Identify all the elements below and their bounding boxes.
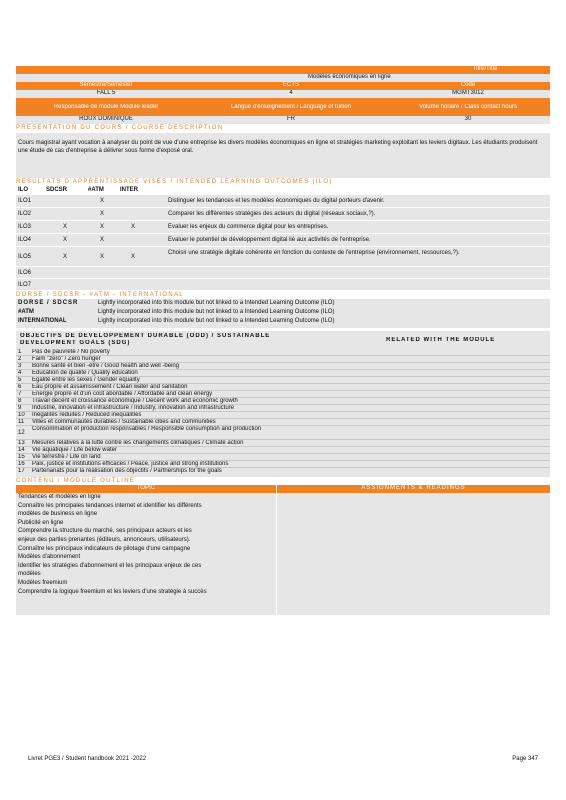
footer-left: Livret PGE3 / Student handbook 2021 -2022 [28,756,147,762]
sdcsr-col-header: SDCSR [46,187,68,193]
list-item: 17 Partenariats pour la réalisation des objectifs / Partnerships for the goals [18,468,222,474]
sdg-related-label: RELATED WITH THE MODULE [386,336,496,343]
dorse-heading: DORSE / SDCSR - #ATM - INTERNATIONAL [16,292,184,298]
footer-page: Page 347 [512,756,538,762]
ects-value: 4 [289,90,293,96]
responsable-value-row [16,116,550,124]
code-label: Code [460,82,476,88]
list-item: enjeux des parties prenantes (éditeurs, annonceurs, utilisateurs). [18,536,191,543]
title-value-row [16,74,550,82]
list-item: 12 Consommation et production responsables / Responsible consumption and production [16,426,550,440]
list-item: 8 Travail décent et croissance économique / Decent work and economic growth [16,398,550,405]
list-item: 15 Vie terrestre / Life on land [16,454,550,461]
list-item: Comprendre la structure du marché, ses principaux acteurs et les [18,528,192,535]
code-value: MGMT3012 [452,90,484,96]
presentation-text: Cours magistral ayant vocation à analyser du point de vue d'une entreprise les divers modèles économiques en ligne et stratégies marketing exploitant les leviers digitaux. Les étudiants produisent une étude de cas d'entreprise à délivrer sous forme d'exposé oral. [16,133,550,178]
inter-col-header: INTER [120,187,138,193]
title-label: Titre/Title [472,66,498,72]
content-heading: CONTENU / MODULE OUTLINE [16,478,136,484]
responsable-value: ROUX DOMINIQUE [79,116,133,122]
table-row: ILO7 [16,279,550,291]
sdg-header [16,331,550,349]
ilo-col-header: ILO [18,187,28,193]
list-item: 13 Mesures relatives à la lutte contre les changements climatiques / Climate action [16,440,550,447]
table-row: ILO1 X Distinguer les tendances et les modèles économiques du digital porteurs d'avenir. [16,195,550,208]
list-item: 3 Bonne santé et bien -être / Good health and well -being [16,363,550,370]
list-item: 4 Education de qualité / Quality education [16,370,550,377]
sdg-heading-line1: OBJECTIFS DE DEVELOPPEMENT DURABLE (ODD) / SUSTAINABLE [20,333,271,339]
langue-value: FR [287,116,295,122]
table-row: ILO3 X X X Evaluer les enjeux du commerce digital pour les entreprises. [16,221,550,234]
title-label-row [16,66,550,74]
list-item: 11 Villes et communautés durables / Sustainable cities and communities [16,419,550,426]
table-row: ILO2 X Comparer les différentes stratégies des acteurs du digital (réseaux sociaux,?). [16,208,550,221]
list-item: 9 Industrie, innovation et infrastructure / Industry, innovation and infrastructure [16,405,550,412]
ilo-table [16,195,550,291]
table-row: ILO5 X X X Choisir une stratégie digitale cohérente en fonction du contexte de l'entreprise (environnement, ressources,?). [16,247,550,267]
list-item: modèles de business en ligne [18,511,98,518]
list-item: 14 Vie aquatique / Life below water [16,447,550,454]
list-item: Comprendre la logique freemium et les leviers d'une stratégie à succès [18,588,207,595]
semester-value-row [16,90,550,98]
responsable-label-row [16,98,550,116]
table-row: DORSE / SDCSR Lightly incorporated into this module but not linked to a Intended Learning Outcome (ILO) [18,300,335,306]
hours-value: 30 [464,116,472,122]
content-header-row [16,485,550,493]
table-row: INTERNATIONAL Lightly incorporated into this module but not linked to a Intended Learning Outcome (ILO) [18,318,335,324]
responsable-label: Responsable de module Module leader [53,103,159,110]
title-value: Modèles économiques en ligne [308,74,391,80]
list-item: Modèles d'abonnement [18,554,81,561]
course-sheet [16,66,550,615]
content-body [16,493,550,615]
semester-label-row [16,82,550,90]
assignments-label: ASSIGNMENTS & READINGS [276,485,550,493]
list-item: 6 Eau propre et assainissement / Clean water and sanitation [16,384,550,391]
list-item: Connaître les principaux indicateurs de pilotage d'une campagne [18,545,191,552]
dorse-table [16,299,550,328]
table-row: ILO6 [16,267,550,279]
list-item: modèles [18,571,41,578]
ilo-header-row [16,186,550,195]
list-item: Identifier les stratégies d'abonnement et les principaux enjeux de ces [18,562,202,569]
semester-value: FALL 5 [96,90,116,96]
list-item: 2 Faim "zero" / Zero hunger [16,356,550,363]
atm-col-header: #ATM [88,187,104,193]
ects-label: ECTS [282,82,299,88]
list-item: 5 Egalité entre les sexes / Gender equality [16,377,550,384]
list-item: 7 Energie propre et d'un coût abordable / Affordable and clean energy [16,391,550,398]
list-item: Publicité en ligne [18,519,64,526]
list-item: Modèles freemium [18,579,68,586]
presentation-heading: PRESENTATION DU COURS / COURSE DESCRIPTION [16,125,224,131]
hours-label: Volume horaire / Class contact hours [418,103,518,110]
list-item: 1 Pas de pauvreté / No poverty [16,349,550,356]
table-row: ILO4 X X Evaluer le potentiel de développement digital lié aux activités de l'entreprise. [16,234,550,247]
sdg-table [16,331,550,477]
results-heading: RESULTATS D'APPRENTISSAGE VISES / INTENDED LEARNING OUTCOMES (ILO) [16,179,333,185]
list-item: 10 Inégalités réduites / Reduced inequalities [16,412,550,419]
list-item: Connaître les principales tendances internet et identifier les différents [18,502,202,509]
langue-label: Langue d'enseignement / Language of tuition [231,103,351,110]
footer [28,756,538,762]
list-item: Tendances et modèles en ligne [18,494,101,500]
topic-column [16,493,276,615]
sdg-list [16,349,550,475]
sdg-heading-line2: DEVELOPMENT GOALS (SDG) [20,340,131,346]
list-item: 16 Paix, justice et institutions efficaces / Peace, justice and strong institutions [16,461,550,468]
table-row: #ATM Lightly incorporated into this module but not linked to a Intended Learning Outcome (ILO) [18,309,335,315]
topic-label: TOPIC [136,485,156,491]
semester-label: Semestre/Semester [79,82,133,88]
assignments-column [276,493,550,615]
